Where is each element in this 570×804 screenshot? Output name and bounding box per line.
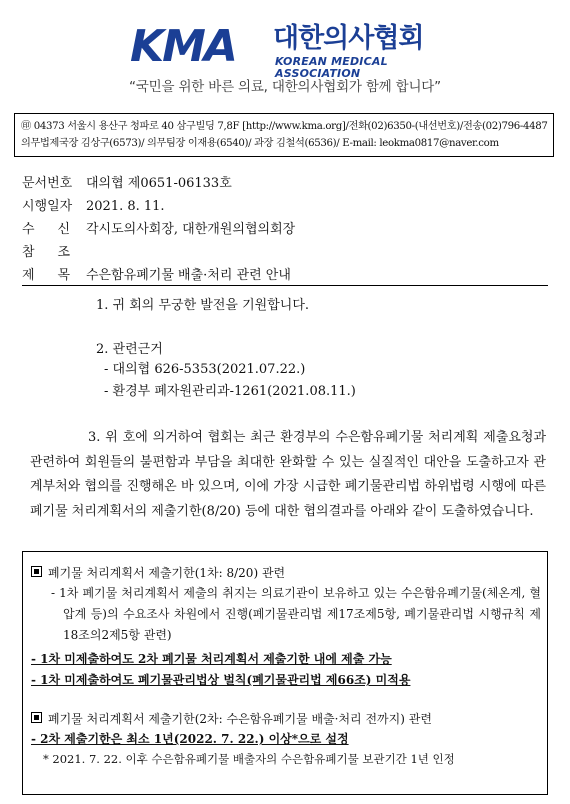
meta-key-char: 조	[57, 245, 70, 260]
box-section-2-item-1: - 2차 제출기한은 최소 1년(2022. 7. 22.) 이상*으로 설정	[31, 732, 349, 746]
box-section-1-item-1: - 1차 폐기물 처리계획서 제출의 취지는 의료기관이 보유하고 있는 수은함유폐기물(체온계, 혈압계 등)의 수요조사 차원에서 진행(폐기물관리법 제17조제5항, 폐기물관리법 시행규칙 제18조의2제5항 관련)	[51, 586, 541, 642]
meta-row-date	[22, 195, 552, 218]
meta-key	[22, 241, 70, 264]
kma-logo	[130, 21, 440, 80]
meta-value: 대의협 제0651-06133호	[86, 176, 232, 191]
meta-key-char: 제	[22, 268, 35, 283]
agreement-box	[22, 551, 548, 795]
meta-value: 수은함유폐기물 배출·처리 관련 안내	[86, 268, 291, 283]
meta-value: 2021. 8. 11.	[86, 199, 165, 214]
letterhead	[0, 0, 570, 108]
box-section-2-footnote: * 2021. 7. 22. 이후 수은함유폐기물 배출자의 수은함유폐기물 보관기간 1년 인정	[43, 752, 455, 766]
logo-english-name: KOREAN MEDICAL ASSOCIATION	[275, 55, 388, 80]
meta-row-subject	[22, 264, 552, 287]
body-item-2-ref-2: - 환경부 폐자원관리과-1261(2021.08.11.)	[104, 384, 356, 399]
contact-address-line: ㊞ 04373 서울시 용산구 청파로 40 삼구빌딩 7,8F [http://www.kma.org]/전화(02)6350-(내선번호)/전송(02)796-4487	[21, 121, 548, 132]
body-item-1: 1. 귀 회의 무궁한 발전을 기원합니다.	[96, 298, 310, 313]
meta-key-char: 목	[57, 268, 70, 283]
slogan: “국민을 위한 바른 의료, 대한의사협회가 함께 합니다”	[129, 79, 441, 95]
meta-key: 문서번호	[22, 176, 73, 191]
square-bullet-icon	[31, 566, 42, 577]
divider-line	[22, 285, 548, 286]
contact-box	[14, 113, 554, 157]
meta-key: 시행일자	[22, 199, 73, 214]
logo-latin: KMA	[130, 21, 236, 72]
section-title-text: 폐기물 처리계획서 제출기한(2차: 수은함유폐기물 배출·처리 전까지) 관련	[48, 712, 432, 726]
contact-staff-line: 의무법제국장 김상구(6573)/ 의무팀장 이재용(6540)/ 과장 김철석(6536)/ E-mail: leokma0817@naver.com	[21, 138, 499, 149]
meta-value: 각시도의사회장, 대한개원의협의회장	[86, 222, 296, 237]
meta-key-char: 수	[22, 222, 35, 237]
box-section-1-title	[31, 564, 285, 582]
document-meta	[22, 172, 552, 287]
meta-key	[22, 218, 70, 241]
box-section-1-item-2: - 1차 미제출하여도 2차 폐기물 처리계획서 제출기한 내에 제출 가능	[31, 652, 392, 666]
body-item-3-paragraph: 3. 위 호에 의거하여 협회는 최근 환경부의 수은함유폐기물 처리계획 제출요청과 관련하여 회원들의 불편함과 부담을 최대한 완화할 수 있는 실질적인 대안을 도출하고자 관계부처와 협의를 진행해온 바 있으며, 이에 가장 시급한 폐기물관리법 하위법령 시행에 따른 폐기물 처리계획서의 제출기한(8/20) 등에 대한 협의결과를 아래와 같이 도출하였습니다.	[30, 430, 547, 519]
square-bullet-icon	[31, 712, 42, 723]
meta-key	[22, 264, 70, 287]
body-item-2-ref-1: - 대의협 626-5353(2021.07.22.)	[104, 362, 306, 377]
box-section-1-item-3: - 1차 미제출하여도 폐기물관리법상 벌칙(폐기물관리법 제66조) 미적용	[31, 673, 411, 687]
meta-row-reference	[22, 241, 552, 264]
meta-key-char: 신	[57, 222, 70, 237]
meta-row-doc-number	[22, 172, 552, 195]
meta-key-char: 참	[22, 245, 35, 260]
body-item-2-title: 2. 관련근거	[96, 342, 163, 357]
meta-row-recipient	[22, 218, 552, 241]
section-title-text: 폐기물 처리계획서 제출기한(1차: 8/20) 관련	[48, 566, 286, 580]
box-section-2-title	[31, 710, 432, 728]
logo-korean-name: 대한의사협회	[273, 23, 424, 54]
